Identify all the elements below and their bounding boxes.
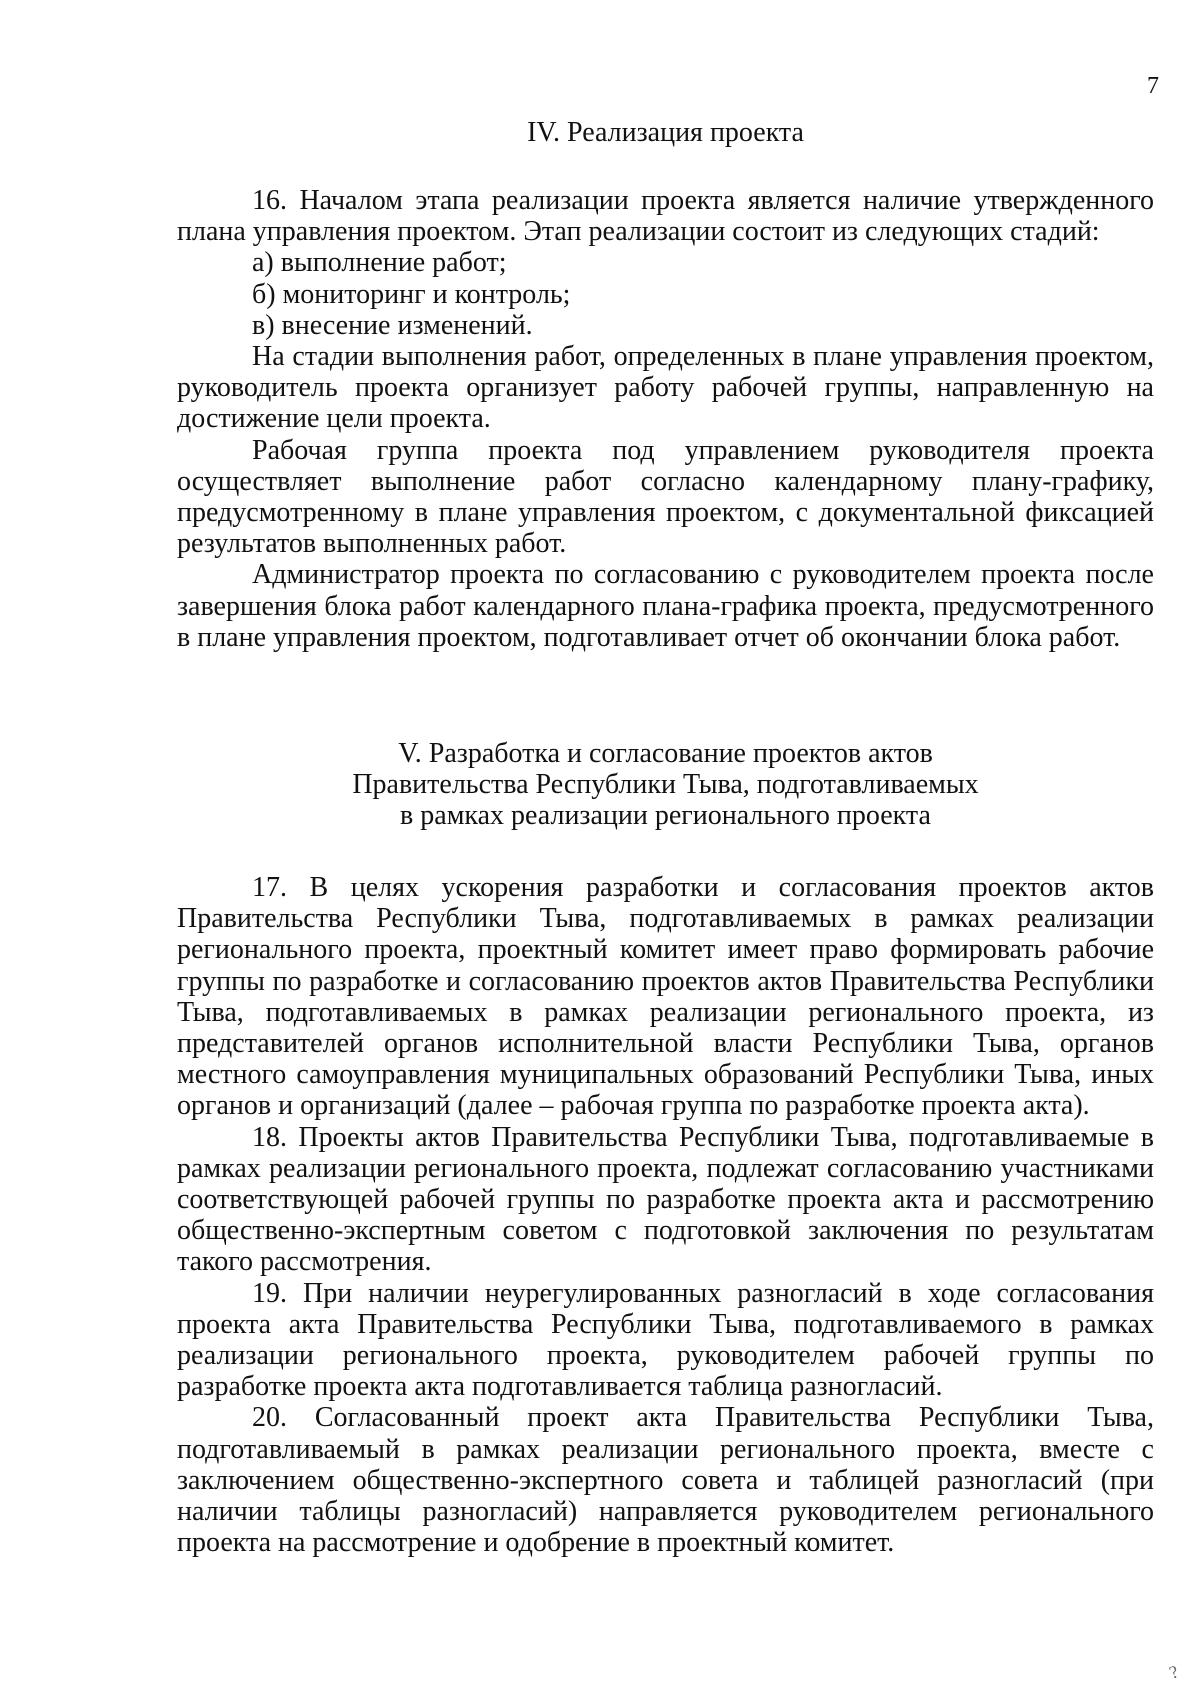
stage-item: в) внесение изменений. [252, 309, 533, 341]
paragraph-19: 19. При наличии неурегулированных разногласий в ходе согласования проекта акта Правительства Республики Тыва, подготавливаемого в рамках реализации регионального проекта, руководителем рабочей группы по разработке проекта акта подготавливается таблица разногласий. [177, 1277, 1154, 1403]
section-v-body [177, 872, 1154, 1558]
section-v-heading-block [177, 738, 1154, 832]
section-v-heading-line: в рамках реализации регионального проекта [400, 800, 931, 832]
paragraph-16-group: Рабочая группа проекта под управлением руководителя проекта осуществляет выполнение работ согласно календарному плану-графику, предусмотренному в плане управления проектом, с документальной фиксацией результатов выполненных работ. [177, 434, 1154, 560]
stage-item: б) мониторинг и контроль; [252, 278, 571, 310]
stage-item: а) выполнение работ; [252, 247, 507, 279]
paragraph-16-intro: 16. Началом этапа реализации проекта является наличие утвержденного плана управления проектом. Этап реализации состоит из следующих стадий: [177, 185, 1154, 248]
paragraph-17: 17. В целях ускорения разработки и согласования проектов актов Правительства Республики Тыва, подготавливаемых в рамках реализации регионального проекта, проектный комитет имеет право формировать рабочие группы по разработке и согласованию проектов актов Правительства Республики Тыва, подготавливаемых в рамках реализации регионального проекта, из представителей органов исполнительной власти Республики Тыва, органов местного самоуправления муниципальных образований Республики Тыва, иных органов и организаций (далее – рабочая группа по разработке проекта акта). [177, 872, 1154, 1122]
section-iv-body [177, 185, 1154, 653]
corner-mark: ? [1166, 1661, 1182, 1683]
paragraph-20: 20. Согласованный проект акта Правительства Республики Тыва, подготавливаемый в рамках реализации регионального проекта, вместе с заключением общественно-экспертного совета и таблицей разногласий (при наличии таблицы разногласий) направляется руководителем регионального проекта на рассмотрение и одобрение в проектный комитет. [177, 1402, 1154, 1559]
paragraph-16-admin: Администратор проекта по согласованию с руководителем проекта после завершения блока работ календарного плана-графика проекта, предусмотренного в плане управления проектом, подготавливает отчет об окончании блока работ. [177, 559, 1154, 653]
page-number: 7 [1147, 73, 1159, 99]
section-v-heading-line: Правительства Республики Тыва, подготавливаемых [352, 769, 979, 801]
section-iv-heading-block [177, 117, 1154, 148]
section-v-heading-line: V. Разработка и согласование проектов актов [398, 738, 933, 769]
paragraph-16-work: На стадии выполнения работ, определенных в плане управления проектом, руководитель проекта организует работу рабочей группы, направленную на достижение цели проекта. [177, 341, 1154, 435]
section-iv-heading: IV. Реализация проекта [527, 117, 804, 148]
paragraph-18: 18. Проекты актов Правительства Республики Тыва, подготавливаемые в рамках реализации регионального проекта, подлежат согласованию участниками соответствующей рабочей группы по разработке проекта акта и рассмотрению общественно-экспертным советом с подготовкой заключения по результатам такого рассмотрения. [177, 1121, 1154, 1278]
